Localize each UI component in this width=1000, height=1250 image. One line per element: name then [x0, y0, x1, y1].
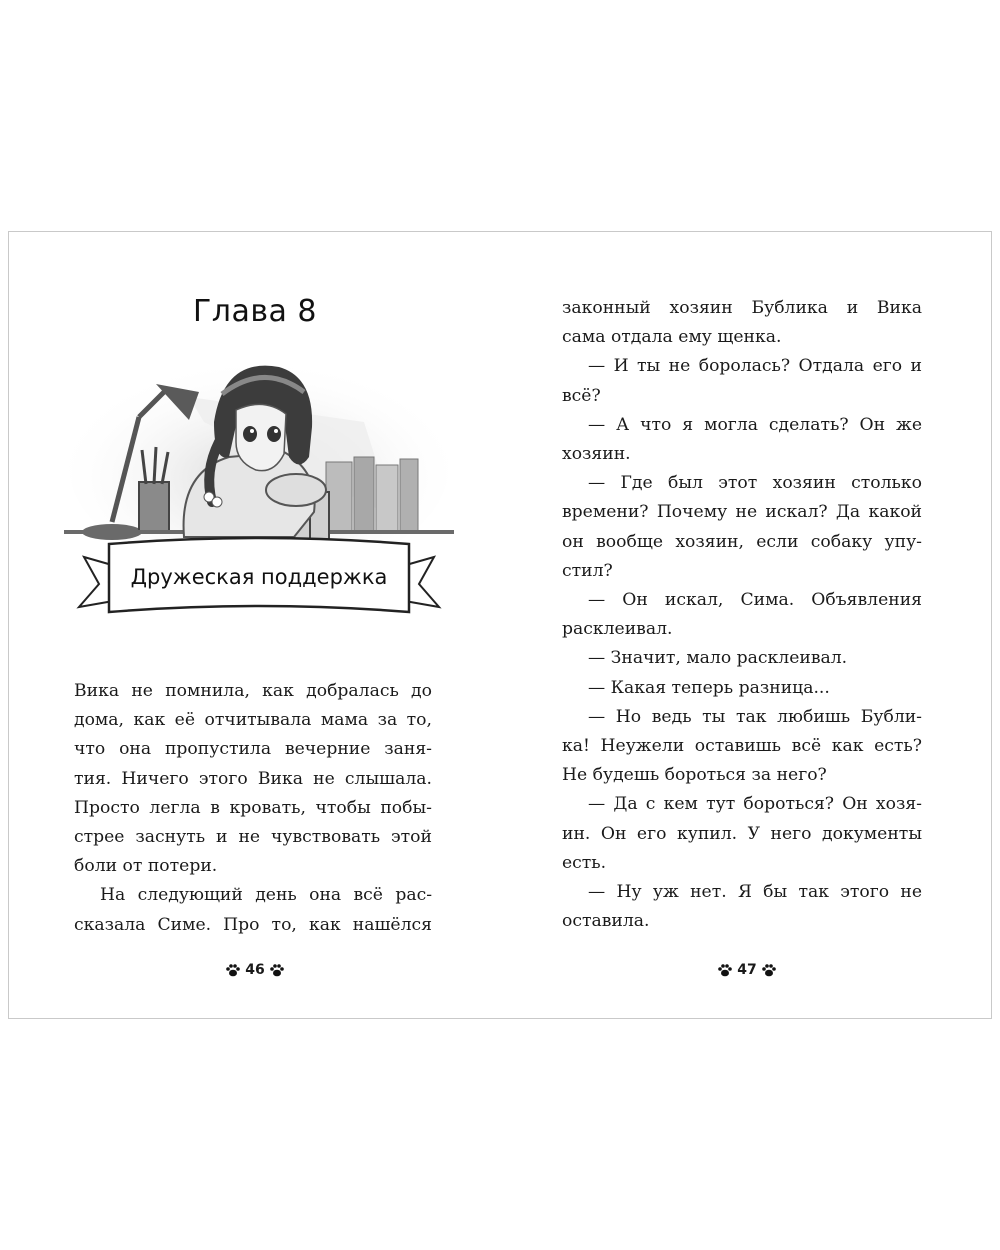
paragraph — [562, 674, 922, 703]
books — [326, 457, 418, 532]
text-line: — И ты не боролась? Отдала его и — [588, 356, 922, 377]
paw-icon — [717, 963, 733, 977]
text-line: Вика не помнила, как добралась до — [74, 681, 432, 701]
paragraph — [562, 644, 922, 673]
text-line: стрее заснуть и не чувствовать этой — [74, 827, 432, 848]
text-line: хозяин. — [562, 444, 631, 465]
right-page — [501, 232, 993, 1018]
text-line: сказала Симе. Про то, как нашёлся — [74, 914, 432, 935]
left-page-text — [74, 677, 432, 940]
text-line: — Но ведь ты так любишь Бубли- — [588, 706, 922, 727]
text-line: — Да с кем тут бороться? Он хозя- — [588, 794, 922, 815]
paragraph — [74, 881, 432, 939]
page-number-left — [9, 962, 501, 978]
right-page-text — [562, 294, 922, 936]
text-line: законный хозяин Бублика и Вика — [562, 298, 922, 318]
text-line: — Значит, мало расклеивал. — [588, 648, 848, 669]
page-number-text: 47 — [737, 962, 757, 978]
paragraph — [562, 703, 922, 791]
text-line: что она пропустила вечерние заня- — [74, 739, 432, 760]
text-line: Не будешь бороться за него? — [562, 765, 827, 786]
paragraph — [562, 586, 922, 644]
paragraph — [74, 677, 432, 881]
text-line: тия. Ничего этого Вика не слышала. — [74, 768, 432, 789]
page-number-right — [501, 962, 993, 978]
text-line: — Ну уж нет. Я бы так этого не — [588, 882, 922, 903]
text-line: сама отдала ему щенка. — [562, 327, 782, 348]
text-line: На следующий день она всё рас- — [100, 885, 432, 906]
text-line: есть. — [562, 852, 607, 873]
text-line: времени? Почему не искал? Да какой — [562, 502, 922, 523]
text-line: всё? — [562, 385, 601, 406]
paw-icon — [225, 963, 241, 977]
paragraph — [562, 411, 922, 469]
text-line: расклеивал. — [562, 619, 673, 640]
text-line: оставила. — [562, 911, 650, 932]
text-line: боли от потери. — [74, 856, 218, 877]
text-line: — Он искал, Сима. Объявления — [588, 590, 922, 611]
text-line: стил? — [562, 560, 613, 581]
page-number-text: 46 — [245, 962, 265, 978]
banner-text: Дружеская поддержка — [130, 565, 388, 589]
paragraph — [562, 790, 922, 878]
paragraph — [562, 469, 922, 586]
paw-icon — [269, 963, 285, 977]
chapter-banner — [79, 538, 439, 612]
left-page — [9, 232, 501, 1018]
text-line: ка! Неужели оставишь всё как есть? — [562, 736, 922, 757]
paragraph — [562, 294, 922, 352]
text-line: он вообще хозяин, если собаку упу- — [562, 531, 922, 552]
text-line: ин. Он его купил. У него документы — [562, 823, 922, 844]
paw-icon — [761, 963, 777, 977]
text-line: — Какая теперь разница... — [588, 677, 830, 698]
text-line: дома, как её отчитывала мама за то, — [74, 710, 432, 731]
text-line: Просто легла в кровать, чтобы побы- — [74, 797, 432, 818]
chapter-title: Глава 8 — [192, 294, 318, 329]
paragraph — [562, 878, 922, 936]
text-line: — Где был этот хозяин столько — [588, 473, 922, 494]
chapter-illustration — [64, 362, 454, 632]
book-spread — [8, 231, 992, 1019]
text-line: — А что я могла сделать? Он же — [588, 414, 922, 435]
paragraph — [562, 352, 922, 410]
